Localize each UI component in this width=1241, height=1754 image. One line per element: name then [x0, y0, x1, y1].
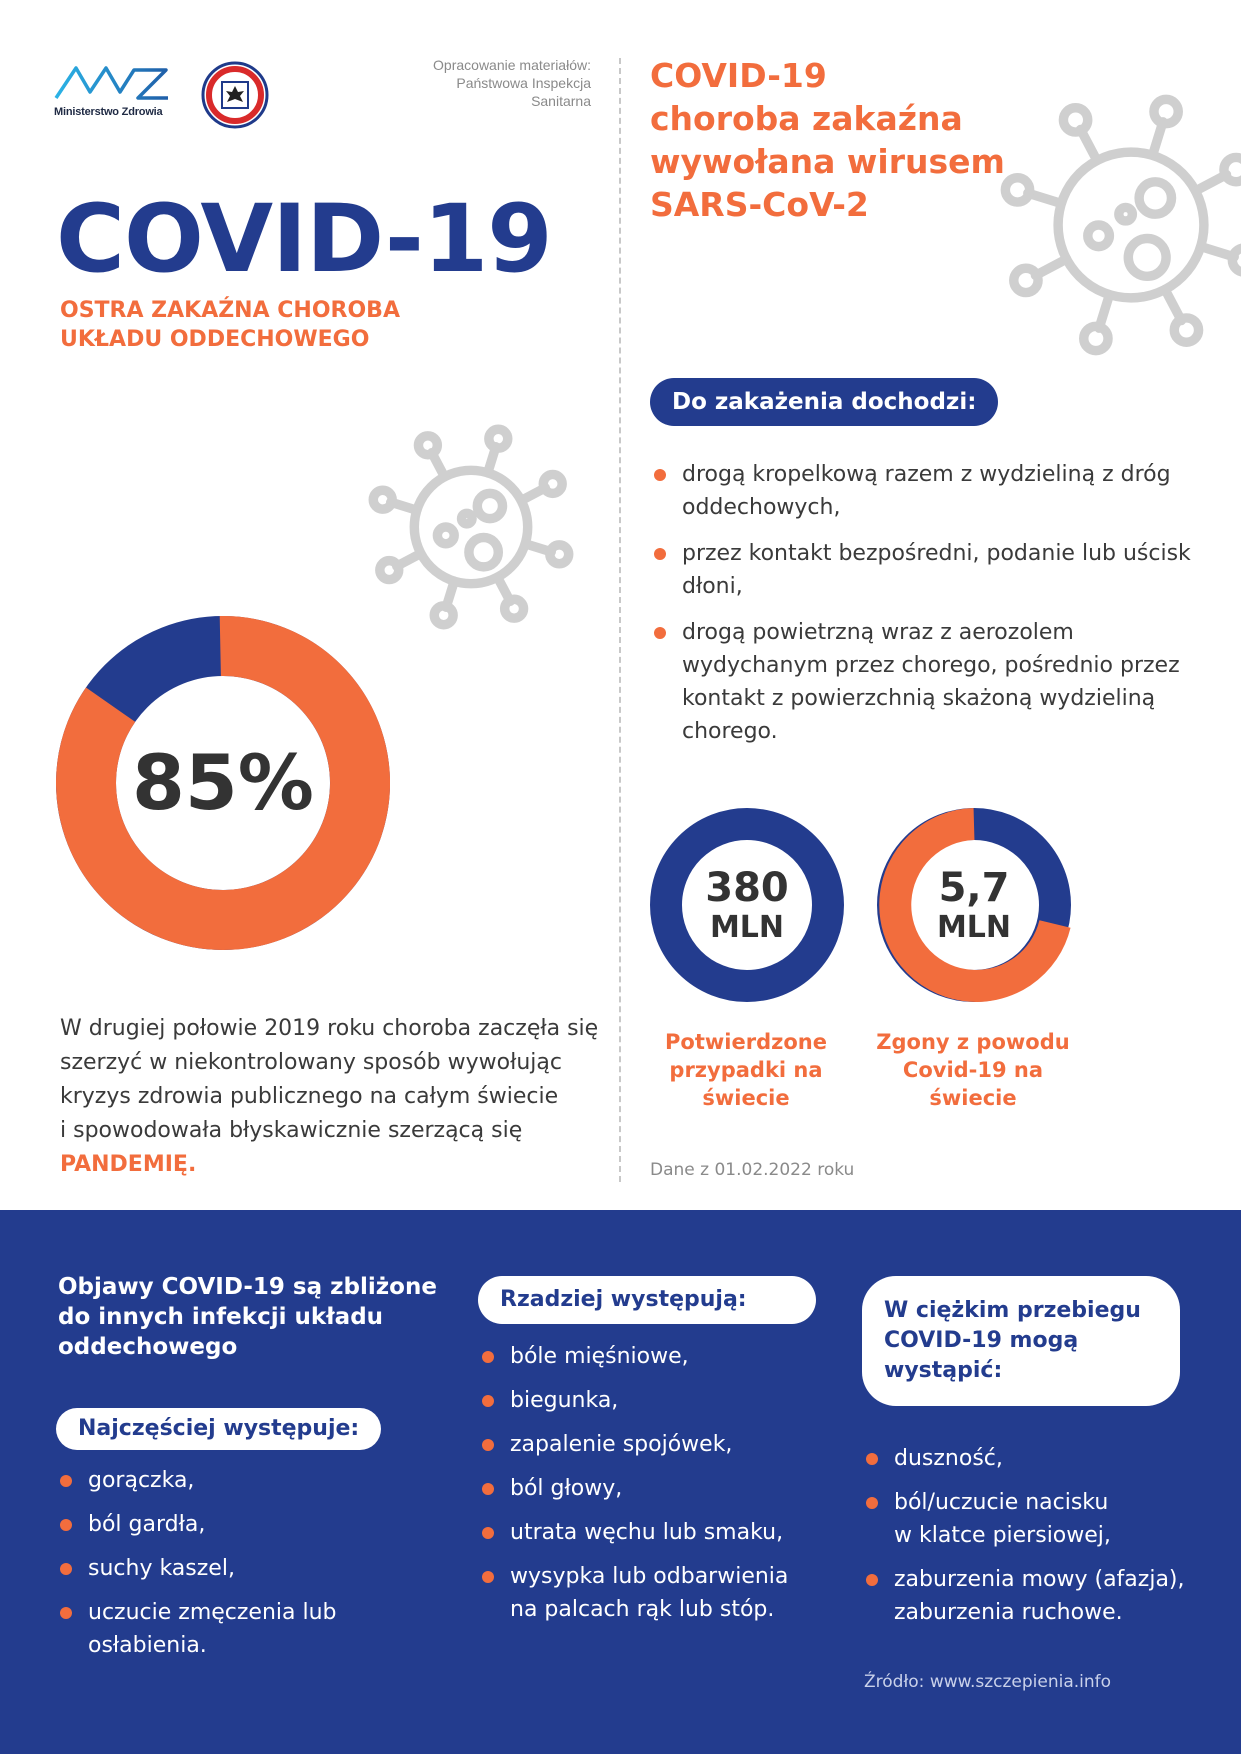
virus-spike-head	[1084, 326, 1108, 350]
list-item-line: na palcach rąk lub stóp.	[510, 1597, 775, 1622]
virus-spike-head	[505, 599, 524, 618]
paragraph-line: kryzys zdrowia publicznego na całym świecie	[60, 1084, 559, 1109]
symptoms-title-line: oddechowego	[58, 1334, 238, 1360]
section-title-line: COVID-19	[650, 56, 827, 95]
list-item: ból gardła,	[58, 1508, 458, 1541]
symptoms-title-line: Objawy COVID-19 są zbliżone	[58, 1274, 437, 1300]
symptoms-title	[58, 1272, 458, 1362]
severe-heading	[862, 1276, 1180, 1406]
caption-line: Covid-19 na	[902, 1058, 1044, 1082]
paragraph-line: W drugiej połowie 2019 roku choroba zaczęła się	[60, 1016, 599, 1041]
deaths-unit: MLN	[936, 910, 1012, 945]
list-item: gorączka,	[58, 1464, 458, 1497]
virus-spike-head	[1154, 99, 1178, 123]
virus-icon	[996, 90, 1241, 360]
most-common-heading: Najczęściej występuje:	[56, 1408, 381, 1450]
list-item	[652, 616, 1192, 748]
symptoms-title-line: do innych infekcji układu	[58, 1304, 384, 1330]
sanitary-inspection-emblem-icon	[200, 60, 270, 130]
virus-icon	[366, 422, 576, 632]
list-item-line: ból głowy,	[510, 1476, 623, 1501]
deaths-caption	[863, 1028, 1083, 1112]
paragraph-line: szerzyć w niekontrolowany sposób wywołując	[60, 1050, 562, 1075]
intro-paragraph	[60, 1012, 600, 1182]
list-item	[864, 1442, 1224, 1475]
list-item-line: dłoni,	[682, 574, 743, 599]
page-title: COVID-19	[56, 185, 552, 294]
virus-spike-head	[1005, 178, 1029, 202]
credit-line: Sanitarna	[531, 93, 591, 109]
less-common-heading: Rzadziej występują:	[478, 1276, 816, 1324]
list-item-line: zapalenie spojówek,	[510, 1432, 733, 1457]
list-item-line: wydychanym przez chorego, pośrednio przez	[682, 653, 1180, 678]
severe-list	[864, 1442, 1224, 1640]
caption-line: świecie	[702, 1086, 790, 1110]
list-item-line: oddechowych,	[682, 495, 841, 520]
list-item	[480, 1560, 840, 1626]
list-item	[864, 1563, 1224, 1629]
list-item	[652, 537, 1192, 603]
subtitle-line: UKŁADU ODDECHOWEGO	[60, 327, 370, 352]
list-item	[480, 1516, 840, 1549]
virus-spike-head	[1232, 248, 1241, 272]
list-item-line: w klatce piersiowej,	[894, 1523, 1111, 1548]
cases-number: 380	[705, 865, 789, 911]
virus-spike-head	[543, 474, 562, 493]
subtitle-line: OSTRA ZAKAŹNA CHOROBA	[60, 298, 400, 323]
list-item	[864, 1486, 1224, 1552]
severe-heading-line: COVID-19 mogą	[884, 1328, 1079, 1353]
list-item	[480, 1340, 840, 1373]
list-item-line: utrata węchu lub smaku,	[510, 1520, 784, 1545]
list-item-line: zaburzenia ruchowe.	[894, 1600, 1123, 1625]
list-item-line: biegunka,	[510, 1388, 619, 1413]
infection-list	[652, 458, 1192, 761]
cases-caption	[636, 1028, 856, 1112]
list-item-line: wysypka lub odbarwienia	[510, 1564, 789, 1589]
caption-line: przypadki na	[669, 1058, 823, 1082]
donut-percentage: 85%	[132, 738, 314, 827]
paragraph-line: i spowodowała błyskawicznie szerzącą się	[60, 1118, 523, 1143]
list-item-line: kontakt z powierzchnią skażoną wydzieliną	[682, 686, 1156, 711]
caption-line: Zgony z powodu	[876, 1030, 1070, 1054]
list-item-line: przez kontakt bezpośredni, podanie lub uścisk	[682, 541, 1191, 566]
data-date-note: Dane z 01.02.2022 roku	[650, 1160, 855, 1180]
virus-spike-head	[489, 429, 508, 448]
infection-heading: Do zakażenia dochodzi:	[650, 378, 998, 426]
section-title-line: choroba zakaźna	[650, 99, 963, 138]
source-link[interactable]: Źródło: www.szczepienia.info	[864, 1672, 1112, 1692]
virus-spike-head	[380, 561, 399, 580]
deaths-number: 5,7	[938, 865, 1010, 911]
list-item-line: bóle mięśniowe,	[510, 1344, 689, 1369]
virus-spike-head	[373, 490, 392, 509]
credit-line: Państwowa Inspekcja	[456, 75, 591, 91]
list-item: suchy kaszel,	[58, 1552, 458, 1585]
list-item-line: duszność,	[894, 1446, 1003, 1471]
list-item	[480, 1472, 840, 1505]
column-divider	[619, 58, 621, 1182]
list-item	[480, 1428, 840, 1461]
caption-line: Potwierdzone	[665, 1030, 827, 1054]
page-subtitle	[60, 296, 460, 354]
virus-spike-head	[550, 545, 569, 564]
list-item-line: drogą powietrzną wraz z aerozolem	[682, 620, 1074, 645]
material-credit	[371, 56, 591, 110]
list-item: uczucie zmęczenia lub osłabienia.	[58, 1596, 458, 1662]
section-title-line: wywołana wirusem	[650, 142, 1005, 181]
list-item	[480, 1384, 840, 1417]
virus-spike-head	[418, 436, 437, 455]
virus-spike-head	[1224, 157, 1241, 181]
severe-heading-line: W ciężkim przebiegu	[884, 1298, 1141, 1323]
list-item-line: zaburzenia mowy (afazja),	[894, 1567, 1185, 1592]
list-item-line: ból/uczucie nacisku	[894, 1490, 1109, 1515]
virus-spike-head	[434, 606, 453, 625]
severe-heading-line: wystąpić:	[884, 1358, 1003, 1383]
pandemic-highlight: PANDEMIĘ.	[60, 1152, 197, 1177]
ministry-label: Ministerstwo Zdrowia	[54, 106, 163, 118]
section-title-line: SARS-CoV-2	[650, 185, 869, 224]
list-item	[652, 458, 1192, 524]
virus-spike-head	[1063, 108, 1087, 132]
cases-unit: MLN	[709, 910, 785, 945]
virus-spike-head	[1014, 268, 1038, 292]
less-common-list	[480, 1340, 840, 1637]
list-item-line: drogą kropelkową razem z wydzieliną z dróg	[682, 462, 1171, 487]
ministry-of-health-logo-icon	[54, 62, 174, 122]
credit-line: Opracowanie materiałów:	[433, 57, 591, 73]
caption-line: świecie	[929, 1086, 1017, 1110]
most-common-list	[58, 1464, 458, 1673]
list-item-line: chorego.	[682, 719, 778, 744]
virus-spike-head	[1174, 318, 1198, 342]
